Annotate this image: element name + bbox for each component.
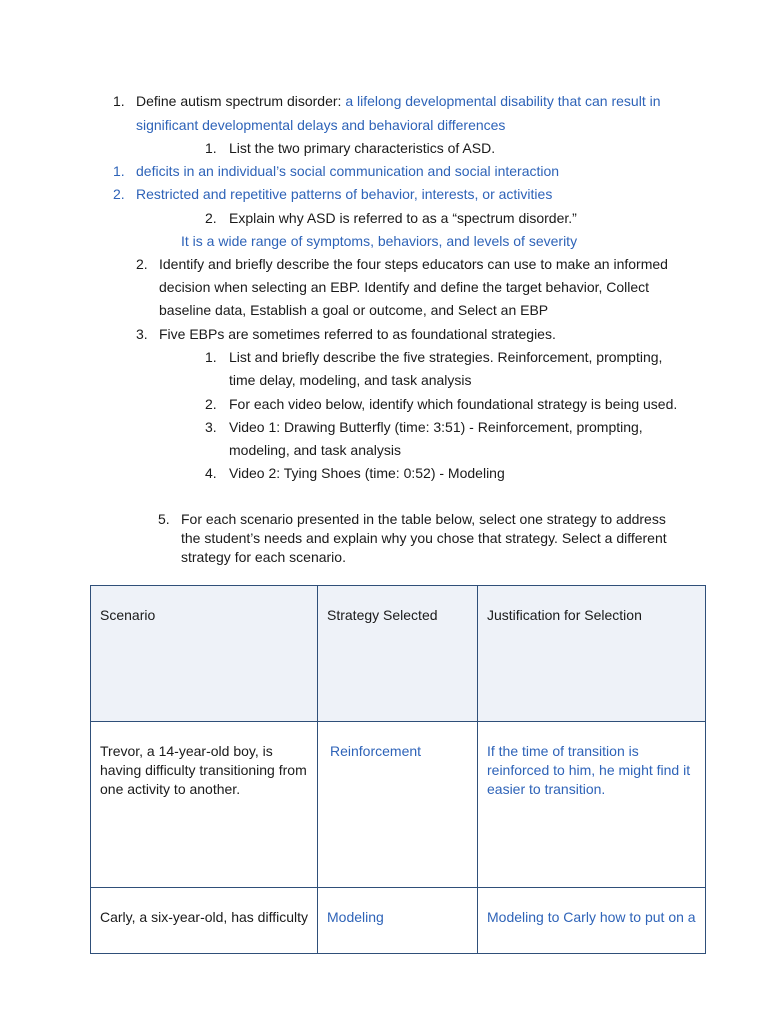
q5-number: 5. bbox=[158, 511, 170, 527]
q1-answer-line1: a lifelong developmental disability that can result in bbox=[345, 93, 661, 109]
q3-item2-line1: For each video below, identify which foundational strategy is being used. bbox=[229, 396, 678, 412]
table-row bbox=[91, 722, 706, 888]
q3-item1-line2: time delay, modeling, and task analysis bbox=[229, 372, 472, 388]
char-answer-1-number: 1. bbox=[113, 163, 125, 179]
scenario-table bbox=[90, 585, 706, 954]
row2-scenario: Carly, a six-year-old, has difficulty bbox=[91, 888, 318, 954]
q1-sub1-number: 1. bbox=[205, 140, 217, 156]
header-scenario: Scenario bbox=[91, 586, 318, 722]
q1-sub2-number: 2. bbox=[205, 210, 217, 226]
table-row bbox=[91, 888, 706, 954]
row1-strategy: Reinforcement bbox=[318, 722, 478, 888]
q3-item4-line1: Video 2: Tying Shoes (time: 0:52) - Modeling bbox=[229, 465, 505, 481]
q3-item3-number: 3. bbox=[205, 419, 217, 435]
q5-line2: the student’s needs and explain why you chose that strategy. Select a different bbox=[181, 530, 667, 546]
q3-item3-line1: Video 1: Drawing Butterfly (time: 3:51) - Reinforcement, prompting, bbox=[229, 419, 643, 435]
q2-number: 2. bbox=[136, 256, 148, 272]
q3-text: Five EBPs are sometimes referred to as foundational strategies. bbox=[159, 326, 556, 342]
q2-line1: Identify and briefly describe the four steps educators can use to make an informed bbox=[159, 256, 668, 272]
q5-line3: strategy for each scenario. bbox=[181, 549, 346, 565]
q3-item1-number: 1. bbox=[205, 349, 217, 365]
row2-strategy: Modeling bbox=[318, 888, 478, 954]
char-answer-2-number: 2. bbox=[113, 186, 125, 202]
row2-justification: Modeling to Carly how to put on a bbox=[478, 888, 706, 954]
q3-item3-line2: modeling, and task analysis bbox=[229, 442, 401, 458]
q1-text bbox=[136, 93, 661, 109]
q3-item4-number: 4. bbox=[205, 465, 217, 481]
row1-scenario: Trevor, a 14-year-old boy, is having difficulty transitioning from one activity to another. bbox=[91, 722, 318, 888]
table-header-row bbox=[91, 586, 706, 722]
q1-prompt: Define autism spectrum disorder: bbox=[136, 93, 342, 109]
char-answer-1: deficits in an individual’s social communication and social interaction bbox=[136, 163, 560, 179]
q1-sub1-text: List the two primary characteristics of ASD. bbox=[229, 140, 496, 156]
q5-line1: For each scenario presented in the table below, select one strategy to address bbox=[181, 511, 666, 527]
char-answer-2: Restricted and repetitive patterns of behavior, interests, or activities bbox=[136, 186, 553, 202]
q1-answer-line2: significant developmental delays and behavioral differences bbox=[136, 117, 506, 133]
q1-sub2-text: Explain why ASD is referred to as a “spectrum disorder.” bbox=[229, 210, 577, 226]
q2-line2: decision when selecting an EBP. Identify and define the target behavior, Collect bbox=[159, 279, 650, 295]
q3-number: 3. bbox=[136, 326, 148, 342]
header-strategy: Strategy Selected bbox=[318, 586, 478, 722]
q3-item1-line1: List and briefly describe the five strategies. Reinforcement, prompting, bbox=[229, 349, 663, 365]
q2-line3: baseline data, Establish a goal or outcome, and Select an EBP bbox=[159, 302, 549, 318]
header-justification: Justification for Selection bbox=[478, 586, 706, 722]
row1-justification: If the time of transition is reinforced to him, he might find it easier to transition. bbox=[478, 722, 706, 888]
spectrum-answer: It is a wide range of symptoms, behaviors, and levels of severity bbox=[181, 233, 578, 249]
q3-item2-number: 2. bbox=[205, 396, 217, 412]
q1-number: 1. bbox=[113, 93, 125, 109]
